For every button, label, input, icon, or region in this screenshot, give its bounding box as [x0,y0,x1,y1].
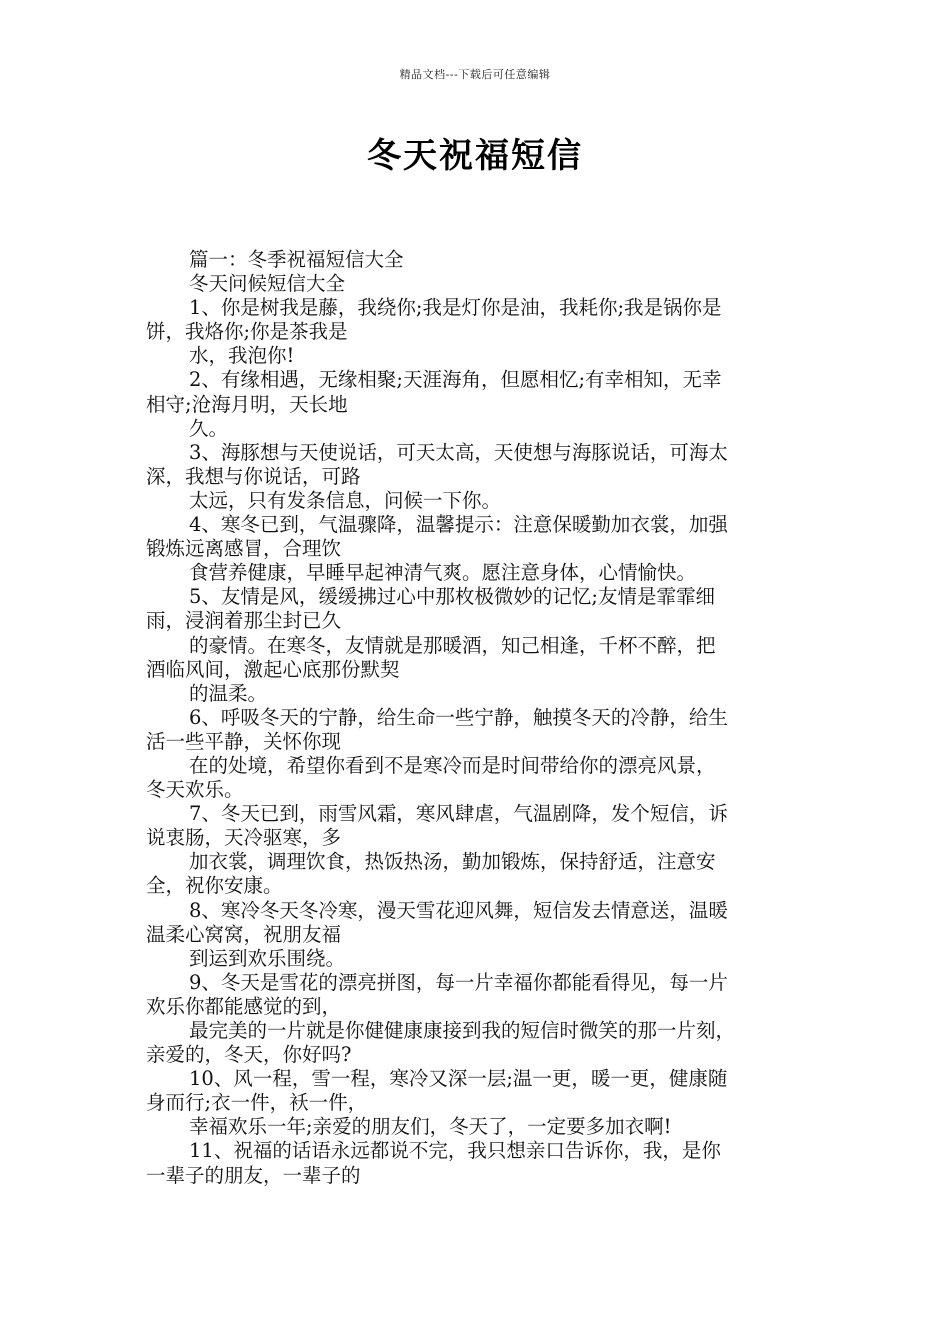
document-body [146,248,811,1188]
text-line: 久。 [189,416,229,440]
text-line: 太远，只有发条信息，问候一下你。 [189,488,502,512]
text-line: 雨，浸润着那尘封已久 [146,609,342,633]
text-line: 相守;沧海月明，天长地 [146,392,348,416]
text-line: 1、你是树我是藤，我绕你;我是灯你是油，我耗你;我是锅你是 [189,296,722,320]
text-line: 饼，我烙你;你是茶我是 [146,320,348,344]
text-line: 锻炼远离感冒，合理饮 [146,537,342,561]
text-line: 一辈子的朋友，一辈子的 [146,1163,361,1187]
text-line: 在的处境，希望你看到不是寒冷而是时间带给你的漂亮风景， [189,753,716,777]
text-line: 活一些平静，关怀你现 [146,729,342,753]
text-line: 冬天问候短信大全 [189,272,346,296]
text-line: 水，我泡你! [189,344,295,368]
header-note: 精品文档---下载后可任意编辑 [399,68,551,81]
document-title: 冬天祝福短信 [367,136,583,176]
text-line: 深，我想与你说话，可路 [146,464,361,488]
text-line: 3、海豚想与天使说话，可天太高，天使想与海豚说话，可海太 [189,440,728,464]
text-line: 9、冬天是雪花的漂亮拼图，每一片幸福你都能看得见，每一片 [189,970,728,994]
text-line: 最完美的一片就是你健健康康接到我的短信时微笑的那一片刻， [189,1019,736,1042]
text-line: 亲爱的，冬天，你好吗? [146,1043,352,1067]
text-line: 的豪情。在寒冬，友情就是那暖酒，知己相逢，千杯不醉，把 [189,633,716,657]
text-line: 酒临风间，激起心底那份默契 [146,657,400,681]
text-line: 11、祝福的话语永远都说不完，我只想亲口告诉你，我，是你 [189,1139,721,1163]
text-line: 7、冬天已到，雨雪风霜，寒风肆虐，气温剧降，发个短信，诉 [189,802,728,826]
text-line: 2、有缘相遇，无缘相聚;天涯海角，但愿相忆;有幸相知，无幸 [189,368,722,392]
text-line: 幸福欢乐一年;亲爱的朋友们，冬天了，一定要多加衣啊! [189,1115,672,1139]
text-line: 温柔心窝窝，祝朋友福 [146,922,342,946]
text-line: 欢乐你都能感觉的到， [146,994,342,1018]
text-line: 8、寒冷冬天冬冷寒，漫天雪花迎风舞，短信发去情意送，温暖 [189,898,728,922]
text-line: 冬天欢乐。 [146,778,244,802]
text-line: 5、友情是风，缓缓拂过心中那枚极微妙的记忆;友情是霏霏细 [189,585,715,609]
text-line: 篇一：冬季祝福短信大全 [189,248,404,271]
text-line: 食营养健康，早睡早起神清气爽。愿注意身体，心情愉快。 [189,561,697,585]
text-line: 的温柔。 [189,681,268,705]
text-line: 到运到欢乐围绕。 [189,946,346,970]
text-line: 身而行;衣一件，袄一件， [146,1091,368,1115]
text-line: 6、呼吸冬天的宁静，给生命一些宁静，触摸冬天的冷静，给生 [189,705,728,729]
text-line: 说衷肠，天冷驱寒，多 [146,826,342,850]
text-line: 4、寒冬已到，气温骤降，温馨提示：注意保暖勤加衣裳，加强 [189,513,728,537]
text-line: 加衣裳，调理饮食，热饭热汤，勤加锻炼，保持舒适，注意安 [189,850,716,874]
text-line: 10、风一程，雪一程，寒冷又深一层;温一更，暖一更，健康随 [189,1067,728,1091]
text-line: 全，祝你安康。 [146,874,283,898]
